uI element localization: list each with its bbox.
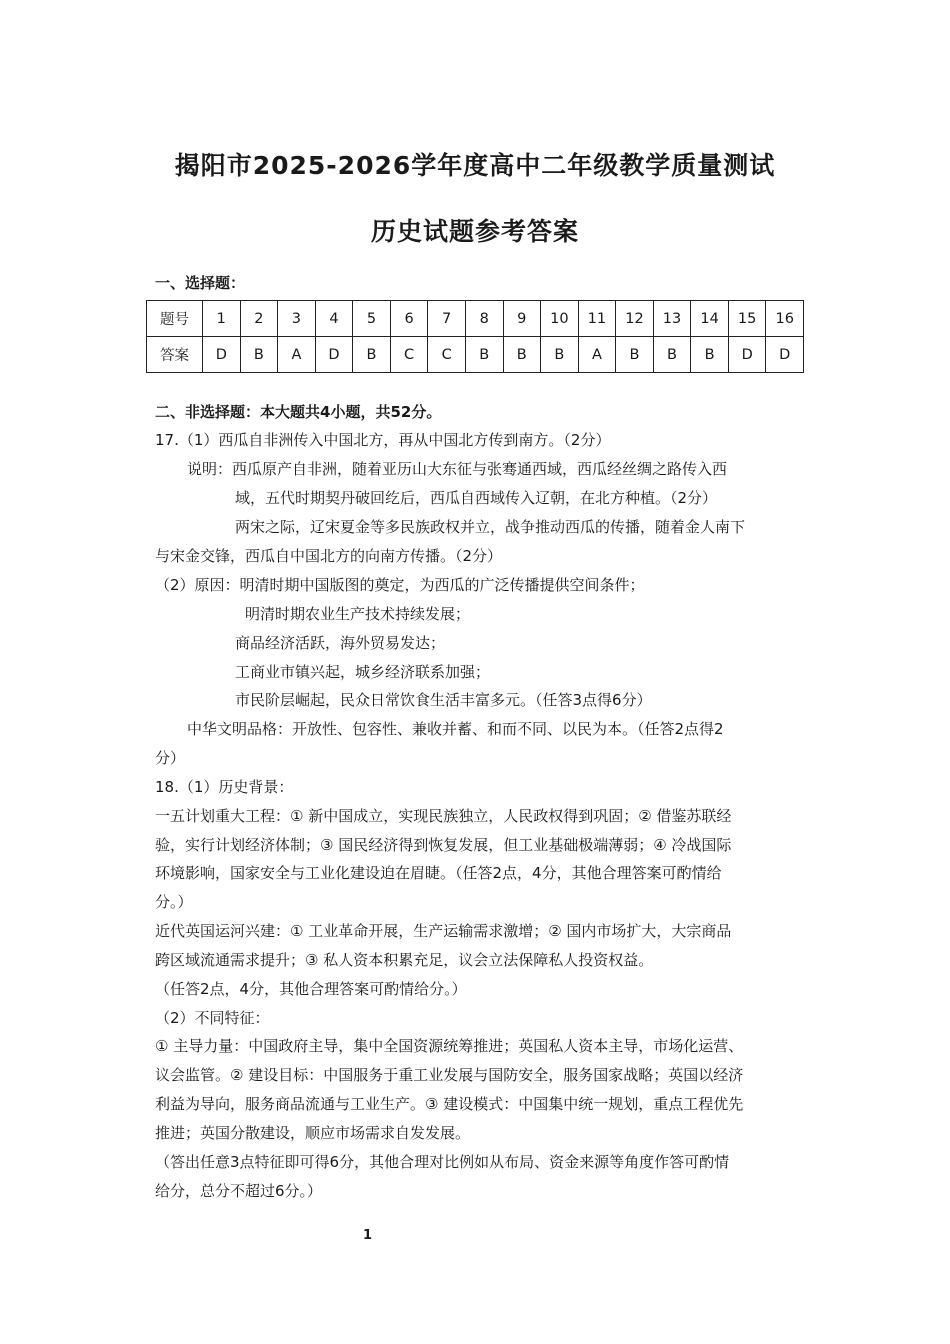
answer-cell: B [616,337,654,373]
answer-row [147,337,804,373]
question-number: 9 [503,301,541,337]
answer-cell: D [203,337,241,373]
answer-cell: B [353,337,391,373]
row-label: 题号 [147,301,203,337]
answer-line: （任答2点，4分，其他合理答案可酌情给分。） [155,980,467,998]
answer-cell: D [766,337,804,373]
answer-line: 域，五代时期契丹破回纥后，西瓜自西域传入辽朝，在北方种植。（2分） [235,489,718,507]
answer-line: （2）不同特征： [155,1009,270,1027]
section-heading-choice: 一、选择题： [155,274,246,292]
question-number: 16 [766,301,804,337]
question-number: 14 [691,301,729,337]
answer-cell: B [503,337,541,373]
answer-line: 一五计划重大工程：① 新中国成立，实现民族独立，人民政权得到巩固；② 借鉴苏联经 [155,807,732,825]
answer-line: （答出任意3点特征即可得6分，其他合理对比例如从布局、资金来源等角度作答可酌情 [155,1153,730,1171]
answer-line: 环境影响，国家安全与工业化建设迫在眉睫。（任答2点，4分，其他合理答案可酌情给 [155,864,722,882]
answer-line: 议会监管。② 建设目标：中国服务于重工业发展与国防安全，服务国家战略；英国以经济 [155,1066,744,1084]
document-title: 揭阳市2025-2026学年度高中二年级教学质量测试 [174,151,776,180]
answer-line: 17.（1）西瓜自非洲传入中国北方，再从中国北方传到南方。（2分） [155,431,611,449]
question-number: 2 [240,301,278,337]
question-number: 8 [465,301,503,337]
question-number: 10 [541,301,579,337]
answer-cell: B [691,337,729,373]
answer-line: 分。） [155,893,193,911]
question-number-row [147,301,804,337]
answer-table [146,300,804,373]
question-number: 1 [203,301,241,337]
answer-line: 商品经济活跃，海外贸易发达； [235,634,446,652]
answer-line: 验，实行计划经济体制；③ 国民经济得到恢复发展，但工业基础极端薄弱；④ 冷战国际 [155,836,732,854]
section-heading-essay: 二、非选择题：本大题共4小题，共52分。 [155,403,442,421]
question-number: 6 [390,301,428,337]
answer-line: 利益为导向，服务商品流通与工业生产。③ 建设模式：中国集中统一规划，重点工程优先 [155,1095,744,1113]
answer-line: 分） [155,749,186,767]
question-number: 5 [353,301,391,337]
answer-cell: A [278,337,316,373]
question-number: 13 [653,301,691,337]
answer-line: 两宋之际，辽宋夏金等多民族政权并立，战争推动西瓜的传播，随着金人南下 [235,518,746,536]
answer-line: ① 主导力量：中国政府主导，集中全国资源统筹推进；英国私人资本主导，市场化运营、 [155,1037,744,1055]
answer-cell: B [465,337,503,373]
question-number: 15 [728,301,766,337]
row-label: 答案 [147,337,203,373]
page-number: 1 [362,1228,373,1243]
document-subtitle: 历史试题参考答案 [370,217,579,246]
answer-line: 推进；英国分散建设，顺应市场需求自发发展。 [155,1124,471,1142]
answer-line: 跨区域流通需求提升；③ 私人资本积累充足，议会立法保障私人投资权益。 [155,951,654,969]
answer-cell: A [578,337,616,373]
answer-line: 市民阶层崛起，民众日常饮食生活丰富多元。（任答3点得6分） [235,691,652,709]
question-number: 7 [428,301,466,337]
question-number: 4 [315,301,353,337]
answer-cell: D [728,337,766,373]
answer-cell: B [541,337,579,373]
answer-cell: C [428,337,466,373]
answer-line: （2）原因：明清时期中国版图的奠定，为西瓜的广泛传播提供空间条件； [155,576,645,594]
question-number: 3 [278,301,316,337]
answer-cell: B [240,337,278,373]
answer-cell: B [653,337,691,373]
question-number: 11 [578,301,616,337]
answer-line: 给分，总分不超过6分。） [155,1182,323,1200]
answer-line: 18.（1）历史背景： [155,778,294,796]
answer-line: 中华文明品格：开放性、包容性、兼收并蓄、和而不同、以民为本。（任答2点得2 [187,720,724,738]
answer-line: 说明：西瓜原产自非洲，随着亚历山大东征与张骞通西域，西瓜经丝绸之路传入西 [187,460,728,478]
answer-cell: D [315,337,353,373]
answer-line: 工商业市镇兴起，城乡经济联系加强； [235,663,491,681]
answer-line: 明清时期农业生产技术持续发展； [245,605,471,623]
answer-line: 近代英国运河兴建：① 工业革命开展，生产运输需求激增；② 国内市场扩大，大宗商品 [155,922,732,940]
answer-cell: C [390,337,428,373]
question-number: 12 [616,301,654,337]
answer-line: 与宋金交锋，西瓜自中国北方的向南方传播。（2分） [155,547,503,565]
